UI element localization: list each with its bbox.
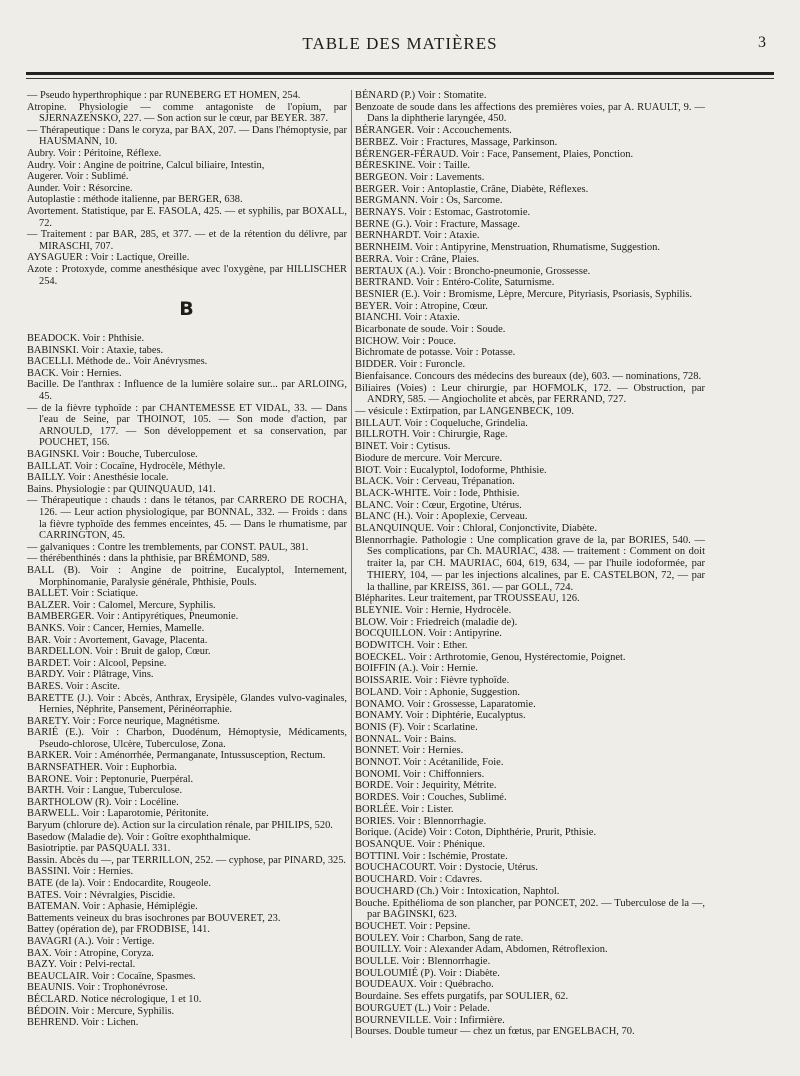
index-entry: BESNIER (E.). Voir : Bromisme, Lèpre, Mercure, Pityriasis, Psoriasis, Syphilis. [355,288,693,300]
index-entry: Basiotriptie. par PASQUALI. 331. [27,843,171,855]
index-entry: BAILLAT. Voir : Cocaïne, Hydrocèle, Méthyle. [27,460,226,472]
index-entry: BARDET. Voir : Alcool, Pepsine. [27,657,167,669]
index-entry: BORLÉE. Voir : Lister. [355,803,454,815]
index-entry: BASSINI. Voir : Hernies. [27,866,134,878]
index-entry: BICHOW. Voir : Pouce. [355,335,457,347]
index-entry: BOUILLY. Voir : Alexander Adam, Abdomen, Rétroflexion. [355,944,608,956]
index-entry: BOTTINI. Voir : Ischémie, Prostate. [355,850,508,862]
index-entry: BARTHOLOW (R). Voir : Locéline. [27,796,179,808]
page-number: 3 [758,34,766,51]
index-entry: BOSANQUE. Voir : Phénique. [355,839,485,850]
index-entry: BOURNEVILLE. Voir : Infirmière. [355,1014,505,1026]
index-entry: Bains. Physiologie : par QUINQUAUD, 141. [27,483,216,495]
index-entry: — Traitement : par BAR, 285, et 377. — et de la rétention du délivre, par MIRASCHI, 707. [27,229,347,252]
index-entry: BOUCHET. Voir : Pepsine. [355,920,471,932]
index-entry: BINET. Voir : Cytisus. [355,441,451,453]
index-entry: BARKER. Voir : Aménorrhée, Permanganate, Intussusception, Rectum. [27,750,326,762]
index-entry: BLANQUINQUE. Voir : Chloral, Conjonctivite, Diabète. [355,523,597,535]
page-header [20,34,780,64]
index-entry: BIDDER. Voir : Furoncle. [355,359,466,371]
index-entry: BOURGUET (L.) Voir : Pelade. [355,1002,490,1014]
index-entry: BÉRENGER-FÉRAUD. Voir : Face, Pansement, Plaies, Ponction. [355,148,634,160]
index-entry: BOUDEAUX. Voir : Québracho. [355,979,494,991]
index-entry: Bicarbonate de soude. Voir : Soude. [355,324,506,336]
index-entry: BAGINSKI. Voir : Bouche, Tuberculose. [27,449,198,461]
index-entry: BILLAUT. Voir : Coqueluche, Grindelia. [355,417,528,429]
index-entry: Benzoate de soude dans les affections des premières voies, par A. RUAULT, 9. — Dans la diphtherie laryngée, 450. [355,101,705,125]
index-entry: BOISSARIE. Voir : Fièvre typhoïde. [355,675,510,687]
index-entry: Audry. Voir : Angine de poitrine, Calcul biliaire, Intestin, [27,159,265,171]
index-entry: BOULLE. Voir : Blennorrhagie. [355,956,491,968]
index-entry: BÉDOIN. Voir : Mercure, Syphilis. [27,1005,175,1017]
index-entry: Battements veineux du bras isochrones par BOUVERET, 23. [27,912,281,924]
index-entry: BEAUCLAIR. Voir : Cocaïne, Spasmes. [27,970,196,982]
index-entry: BERTAUX (A.). Voir : Broncho-pneumonie, Grossesse. [355,265,591,277]
index-entry: BLANC. Voir : Cœur, Ergotine, Utérus. [355,499,522,511]
column-divider [351,90,352,1038]
index-entry: BERRA. Voir : Crâne, Plaies. [355,253,480,265]
index-entry: BATES. Voir : Névralgies, Piscidie. [27,889,176,901]
index-entry: BERNHEIM. Voir : Antipyrine, Menstruation, Rhumatisme, Suggestion. [355,242,660,254]
index-entry: BERNHARDT. Voir : Ataxie. [355,230,480,242]
index-entry: BIOT. Voir : Eucalyptol, Iodoforme, Phthisie. [355,464,547,476]
index-entry: BARNSFATHER. Voir : Euphorbia. [27,762,177,774]
index-entry: BARDELLON. Voir : Bruit de galop, Cœur. [27,646,211,658]
index-entry: BONAMO. Voir : Grossesse, Laparatomie. [355,698,536,710]
index-entry: BOLAND. Voir : Aphonie, Suggestion. [355,686,520,698]
index-entry: Baryum (chlorure de). Action sur la circulation rénale, par PHILIPS, 520. [27,820,333,832]
index-entry: BARETY. Voir : Force neurique, Magnétisme. [27,715,220,727]
index-entry: BARWELL. Voir : Laparotomie, Péritonite. [27,808,209,820]
index-entry: BARONE. Voir : Peptonurie, Puerpéral. [27,773,194,785]
index-entry: BIANCHI. Voir : Ataxie. [355,312,460,324]
index-entry: BABINSKI. Voir : Ataxie, tabes. [27,344,164,356]
index-entry: BONNAL. Voir : Bains. [355,733,457,745]
index-entry: BERBEZ. Voir : Fractures, Massage, Parkinson. [355,136,558,148]
index-entry: BILLROTH. Voir : Chirurgie, Rage. [355,429,508,441]
index-entry: BATEMAN. Voir : Aphasie, Hémiplégie. [27,901,198,913]
index-entry: BARETTE (J.). Voir : Abcès, Anthrax, Erysipèle, Glandes vulvo-vaginales, Hernies, Néphrite, Pansement, Périnéorraphie. [27,692,347,716]
index-entry: BÉRESKINE. Voir : Taille. [355,160,471,172]
index-entry: BERGMANN. Voir : Os, Sarcome. [355,195,503,207]
header-rule [26,72,774,75]
index-entry: — Thérapeutique : Dans le coryza, par BAX, 207. — Dans l'hémoptysie, par HAUSMANN, 10. [27,124,347,148]
index-entry: BOUCHARD. Voir : Cdavres. [355,874,483,886]
index-entry: BOUCHARD (Ch.) Voir : Intoxication, Naphtol. [355,885,560,897]
index-entry: BÉNARD (P.) Voir : Stomatite. [355,90,487,101]
index-entry: BORDES. Voir : Couches, Sublimé. [355,792,507,804]
index-entry: BERGER. Voir : Antoplastie, Crâne, Diabète, Réflexes. [355,183,589,195]
index-entry: BAX. Voir : Atropine, Coryza. [27,947,154,959]
index-entry: Bouche. Epithélioma de son plancher, par PONCET, 202. — Tuberculose de la —, par BAGINSKI, 623. [355,897,705,921]
index-entry: BONNET. Voir : Hernies. [355,745,464,757]
index-entry: Bourdaine. Ses effets purgatifs, par SOULIER, 62. [355,991,569,1003]
index-entry: BOIFFIN (A.). Voir : Hernie. [355,663,478,675]
index-entry: BOULOUMIÉ (P). Voir : Diabète. [355,967,500,979]
index-entry: BERNAYS. Voir : Estomac, Gastrotomie. [355,207,531,219]
index-entry: BARES. Voir : Ascite. [27,680,120,692]
index-entry: Bourses. Double tumeur — chez un fœtus, par ENGELBACH, 70. [355,1026,635,1038]
index-entry: BOECKEL. Voir : Arthrotomie, Genou, Hystérectomie, Poignet. [355,651,626,663]
index-entry: Bichromate de potasse. Voir : Potasse. [355,347,516,359]
index-entry: Bienfaisance. Concours des médecins des bureaux (de), 603. — nominations, 728. [355,370,702,382]
index-entry: BLACK-WHITE. Voir : Iode, Phthisie. [355,487,520,499]
index-entry: BAILLY. Voir : Anesthésie locale. [27,472,169,484]
index-entry: Avortement. Statistique, par E. FASOLA, 425. — et syphilis, par BOXALL, 72. [27,205,347,229]
index-entry: Augerer. Voir : Sublimé. [27,171,129,183]
index-entry: BORDE. Voir : Jequirity, Métrite. [355,780,497,792]
index-entry: BARDY. Voir : Plâtrage, Vins. [27,669,154,681]
index-entry: BATE (de la). Voir : Endocardite, Rougeole. [27,878,212,889]
index-entry: BACELLI. Méthode de.. Voir Anévrysmes. [27,356,208,368]
index-entry: BERTRAND. Voir : Entéro-Colite, Saturnisme. [355,277,555,289]
index-entry: BAMBERGER. Voir : Antipyrétiques, Pneumonie. [27,611,239,623]
section-letter: B [179,298,195,321]
index-entry: Bacille. De l'anthrax : Influence de la lumière solaire sur... par ARLOING, 45. [27,379,347,403]
index-entry: AYSAGUER : Voir : Lactique, Oreille. [27,252,190,264]
index-entry: Autoplastie : méthode italienne, par BERGER, 638. [27,194,243,206]
index-entry: BANKS. Voir : Cancer, Hernies, Mamelle. [27,622,205,634]
right-column [355,90,705,1038]
index-entry: Blépharites. Leur traitement, par TROUSSEAU, 126. [355,593,580,605]
index-entry: BONNOT. Voir : Acétanilide, Foie. [355,757,504,769]
index-entry: BONIS (F). Voir : Scarlatine. [355,721,478,733]
index-entry: Blennorrhagie. Pathologie : Une complication grave de la, par BORIES, 540. — Ses complications, par Ch. MAURIAC, 438. — traitement : Comment on doit traiter la, par CH. MAURIAC, 604, 619, 634, — par l'huile iodoformée, par THIERY, 104, — par les injections alcalines, par E. CASTELBON, 72, — par la thalline, par KREISS, 361. — par GOLL, 724. [355,534,705,593]
index-entry: BALL (B). Voir : Angine de poitrine, Eucalyptol, Internement, Morphinomanie, Paralysie générale, Phthisie, Pouls. [27,564,347,588]
index-entry: — de la fièvre typhoïde : par CHANTEMESSE ET VIDAL, 33. — Dans l'eau de Seine, par THOINOT, 105. — Son mode d'action, par ARNOULD, 177. — Son développement et sa conservation, par POUCHET, 156. [27,402,347,449]
index-entry: BERGEON. Voir : Lavements. [355,171,485,183]
index-entry: — galvaniques : Contre les tremblements, par CONST. PAUL, 381. [27,541,309,553]
index-entry: Atropine. Physiologie — comme antagoniste de l'opium, par SJERNAZENSKO, 227. — Son action sur le cœur, par BEYER. 387. [27,101,347,125]
index-entry: BLACK. Voir : Cerveau, Trépanation. [355,476,515,488]
index-entry: BEADOCK. Voir : Phthisie. [27,333,145,345]
index-entry: BAR. Voir : Avortement, Gavage, Placenta. [27,634,208,646]
index-entry: BÉRANGER. Voir : Accouchements. [355,125,512,137]
index-entry: — vésicule : Extirpation, par LANGENBECK, 109. [355,405,575,417]
index-entry: Battey (opération de), par FRODBISE, 141. [27,924,210,936]
index-entry: BLOW. Voir : Friedreich (maladie de). [355,616,518,628]
index-entry: BORIES. Voir : Blennorrhagie. [355,815,487,827]
index-entry: Aubry. Voir : Péritoine, Réflexe. [27,147,162,159]
index-entry: BOUCHACOURT. Voir : Dystocie, Utérus. [355,862,538,874]
index-entry: Bassin. Abcès du —, par TERRILLON, 252. — cyphose, par PINARD, 325. [27,854,346,866]
index-entry: BARIÉ (E.). Voir : Charbon, Duodénum, Hémoptysie, Médicaments, Pseudo-chlorose, Ulcère, Tuberculose, Zona. [27,727,347,750]
index-entry: BALLET. Voir : Sciatique. [27,588,139,600]
index-entry: BERNE (G.). Voir : Fracture, Massage. [355,218,520,230]
index-entry: BOCQUILLON. Voir : Antipyrine. [355,628,502,640]
index-entry: BACK. Voir : Hernies. [27,367,122,379]
left-column [27,90,347,1029]
index-entry: BEAUNIS. Voir : Trophonévrose. [27,982,168,994]
index-entry: Azote : Protoxyde, comme anesthésique avec l'oxygène, par HILLISCHER 254. [27,263,347,287]
index-entry: — Thérapeutique : chauds : dans le tétanos, par CARRERO DE ROCHA, 126. — Leur action physiologique, par BONNAL, 332. — Froids : dans la fièvre typhoïde des femmes enceintes, 45. — Dans le rhumatisme, par CARRINGTON, 45. [27,495,347,542]
index-entry: BLEYNIE. Voir : Hernie, Hydrocèle. [355,604,512,616]
running-title: TABLE DES MATIÈRES [302,34,498,53]
index-entry: — Pseudo hyperthrophique : par RUNEBERG ET HOMEN, 254. [27,90,301,101]
header-rule-thin [26,78,774,79]
index-entry: Aunder. Voir : Résorcine. [27,182,133,194]
index-entry: Basedow (Maladie de). Voir : Goître exophthalmique. [27,831,251,843]
index-entry: BARTH. Voir : Langue, Tuberculose. [27,785,183,797]
index-entry: — thérébenthinés : dans la phthisie, par BRÉMOND, 589. [27,553,270,565]
index-entry: BLANC (H.). Voir : Apoplexie, Cerveau. [355,511,528,523]
index-entry: Borique. (Acide) Voir : Coton, Diphthérie, Prurit, Pthisie. [355,827,597,839]
index-entry: BONAMY. Voir : Diphtérie, Eucalyptus. [355,710,526,722]
index-entry: Biliaires (Voies) : Leur chirurgie, par HOFMOLK, 172. — Obstruction, par ANDRY, 585. — Angiocholite et abcès, par FERRAND, 727. [355,382,705,406]
index-entry: BONOMI. Voir : Chiffonniers. [355,768,485,780]
index-entry: BALZER. Voir : Calomel, Mercure, Syphilis. [27,599,216,611]
index-entry: BOULEY. Voir : Charbon, Sang de rate. [355,932,524,944]
index-entry: Biodure de mercure. Voir Mercure. [355,452,503,464]
index-entry: BAZY. Voir : Pelvi-rectal. [27,959,136,971]
index-entry: BAVAGRI (A.). Voir : Vertige. [27,935,155,947]
index-entry: BEYER. Voir : Atropine, Cœur. [355,300,488,312]
index-entry: BODWITCH. Voir : Ether. [355,640,468,652]
index-entry: BEHREND. Voir : Lichen. [27,1017,139,1029]
index-entry: BÉCLARD. Notice nécrologique, 1 et 10. [27,993,202,1005]
